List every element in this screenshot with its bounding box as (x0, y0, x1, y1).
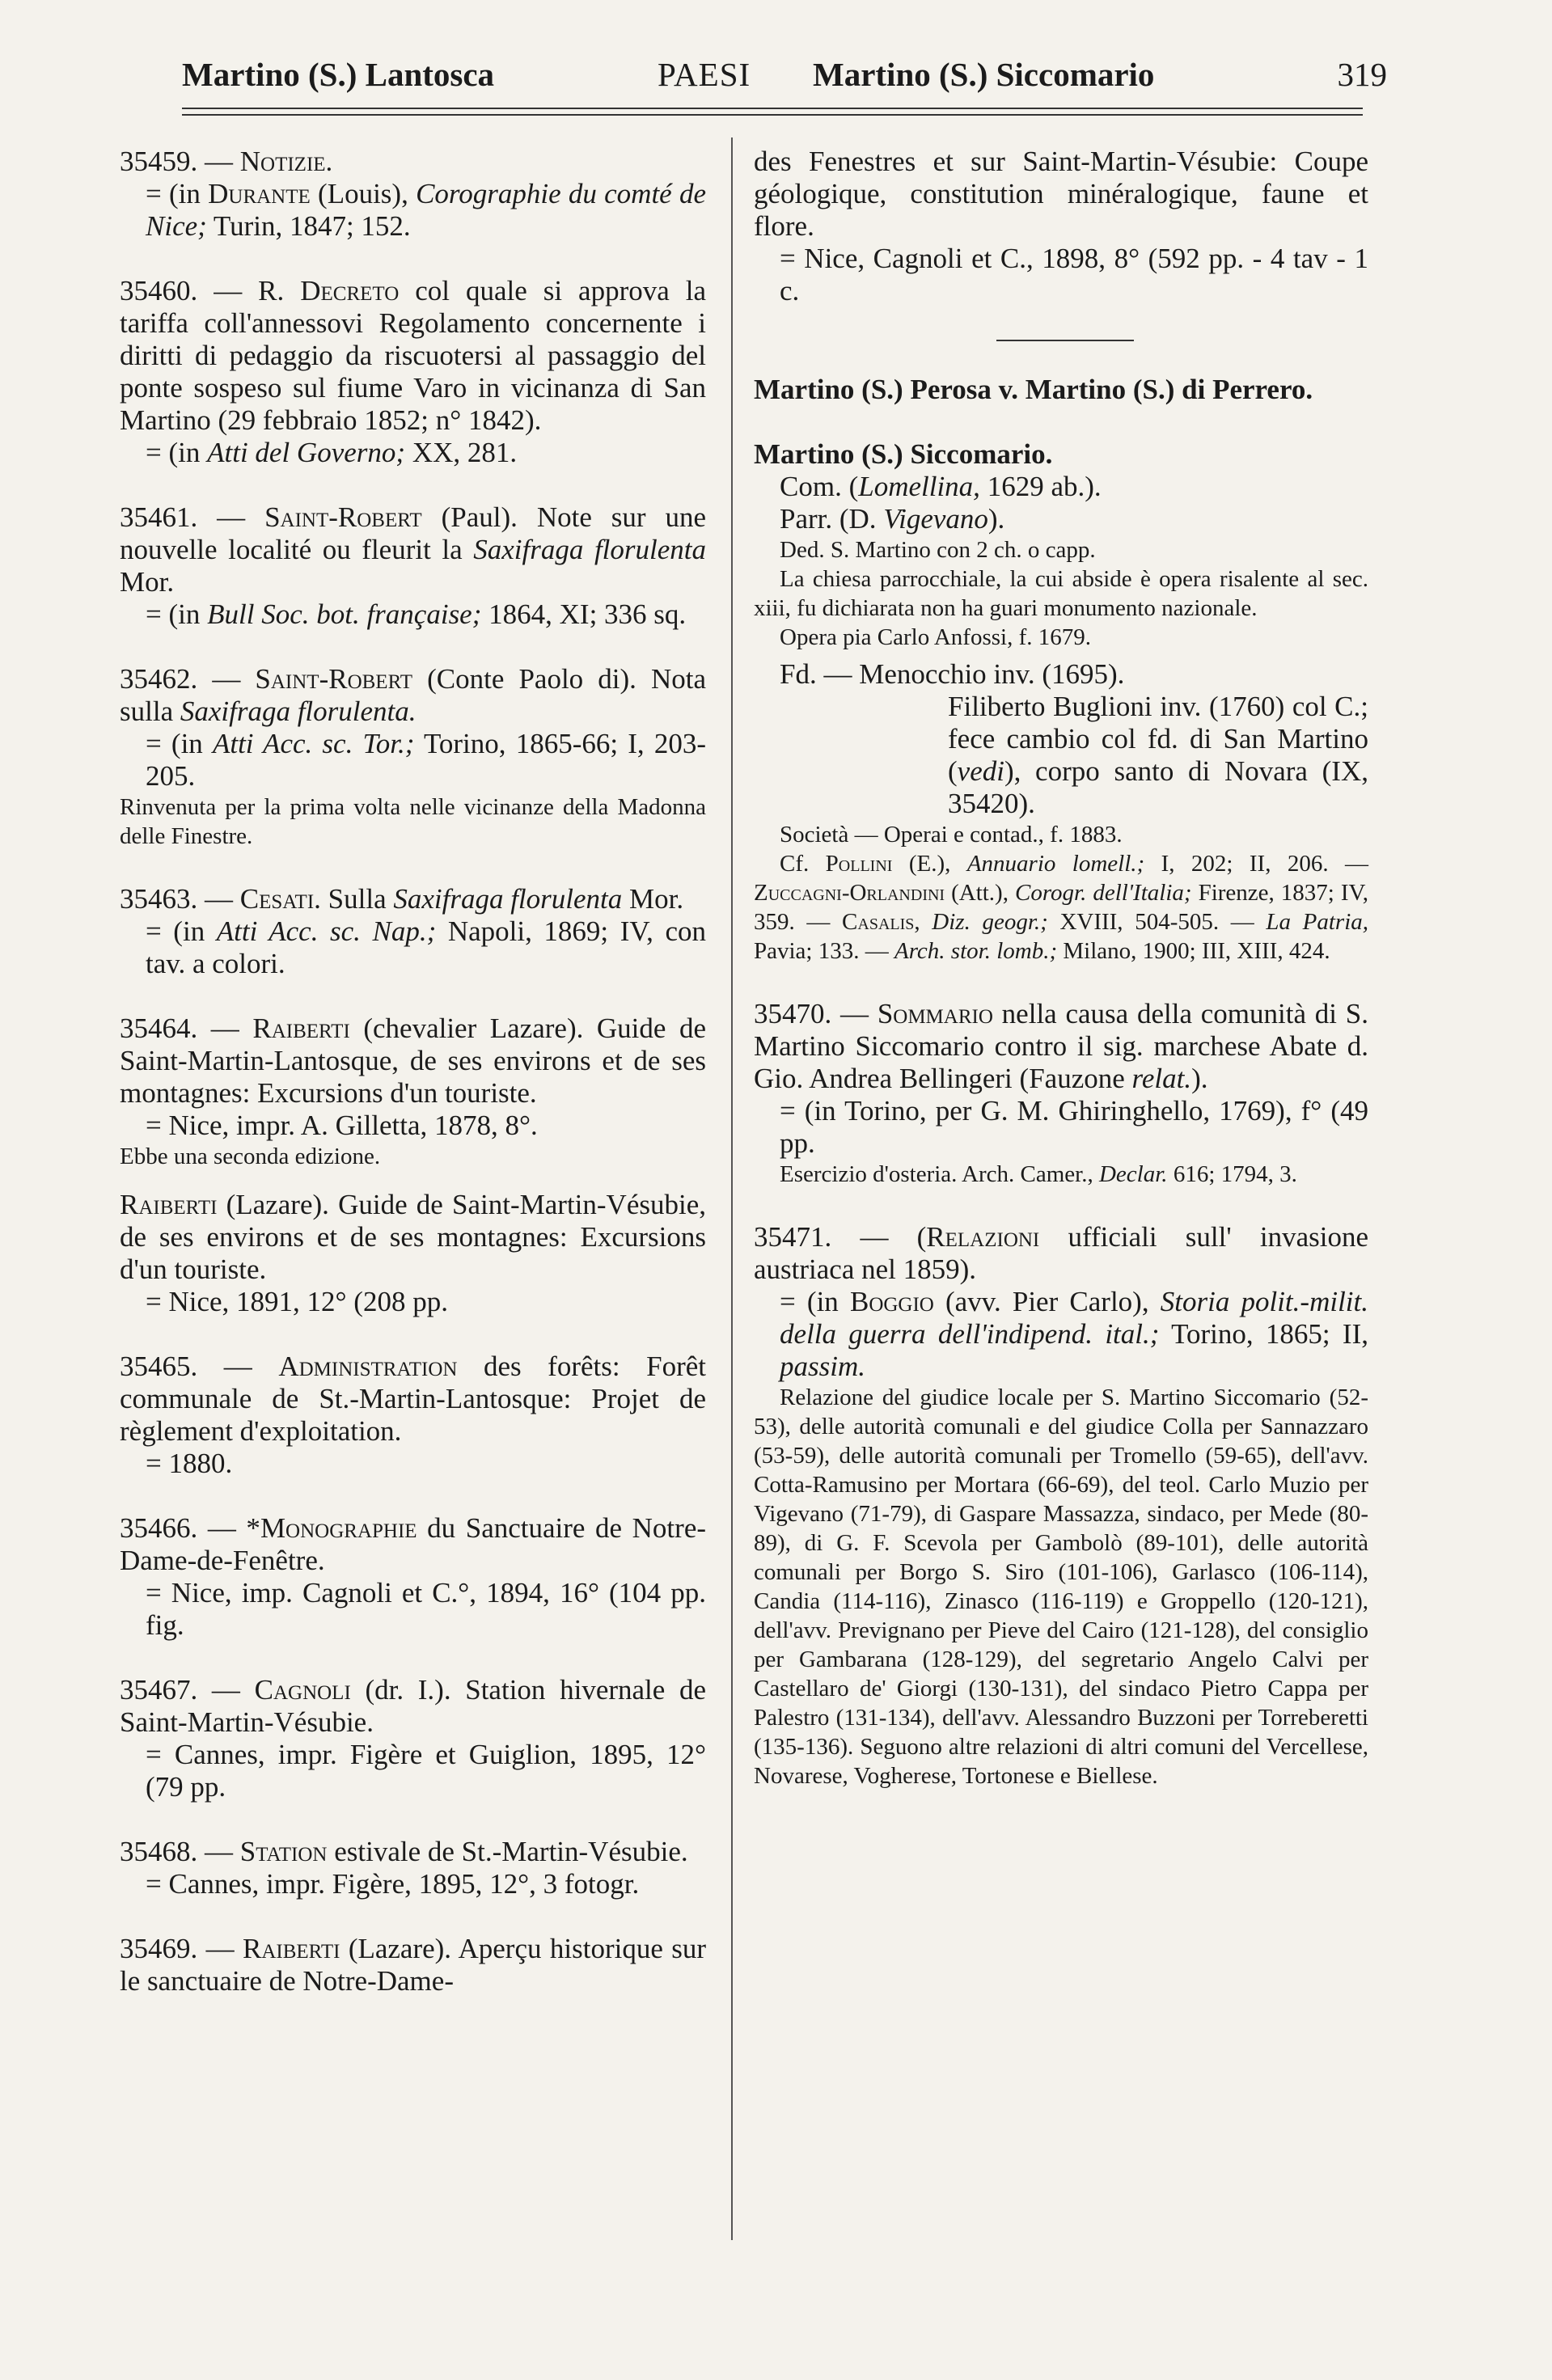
place-heading-siccomario: Martino (S.) Siccomario. Com. (Lomellina, 1629 ab.). Parr. (D. Vigevano). Ded. S. Martino con 2 ch. o capp. La chiesa parrocchiale, la cui abside è opera risalente al sec. xiii, fu dichiarata non ha guari monumento nazionale. Opera pia Carlo Anfossi, f. 1679. Fd. — Menocchio inv. (1695). Filiberto Buglioni inv. (1760) col C.; fece cambio col fd. di San Martino (vedi), corpo santo di Novara (IX, 35420). Società — Operai e contad., f. 1883. Cf. Pollini (E.), Annuario lomell.; I, 202; II, 206. — Zuccagni-Orlandini (Att.), Corogr. dell'Italia; Firenze, 1837; IV, 359. — Casalis, Diz. geogr.; XVIII, 504-505. — La Patria, Pavia; 133. — Arch. stor. lomb.; Milano, 1900; III, XIII, 424. (754, 438, 1369, 964)
column-divider (731, 137, 733, 2240)
entry-35461: 35461. — Saint-Robert (Paul). Note sur une nouvelle localité ou fleurit la Saxifraga florulenta Mor. = (in Bull Soc. bot. française; 1864, XI; 336 sq. (120, 501, 707, 630)
entry-35460: 35460. — R. Decreto col quale si approva la tariffa coll'annessovi Regolamento concernente i diritti di pedaggio da riscuotersi al passaggio del ponte sospeso sul fiume Varo in vicinanza di San Martino (29 febbraio 1852; n° 1842). = (in Atti del Governo; XX, 281. (120, 275, 706, 468)
header-rule (182, 108, 1363, 109)
entry-35468: 35468. — Station estivale de St.-Martin-Vésubie. = Cannes, impr. Figère, 1895, 12°, 3 fotogr. (120, 1836, 688, 1900)
entry-35470: 35470. — Sommario nella causa della comunità di S. Martino Siccomario contro il sig. marchese Abate d. Gio. Andrea Bellingeri (Fauzone relat.). = (in Torino, per G. M. Ghiringhello, 1769), f° (49 pp. Esercizio d'osteria. Arch. Camer., Declar. 616; 1794, 3. (754, 998, 1368, 1187)
header-left: Martino (S.) Lantosca (182, 56, 495, 93)
header-center: PAESI (658, 56, 751, 93)
header-right: Martino (S.) Siccomario (813, 56, 1155, 93)
entry-35467: 35467. — Cagnoli (dr. I.). Station hivernale de Saint-Martin-Vésubie. = Cannes, impr. Figère et Guiglion, 1895, 12° (79 pp. (120, 1674, 707, 1803)
entry-35471: 35471. — (Relazioni ufficiali sull' invasione austriaca nel 1859). = (in Boggio (avv. Pier Carlo), Storia polit.-milit. della guerra dell'indipend. ital.; Torino, 1865; II, passim. Relazione del giudice locale per S. Martino Siccomario (52-53), delle autorità comunali e del giudice Colla per Sannazzaro (53-59), delle autorità comunali per Tromello (59-65), dell'avv. Cotta-Ramusino per Mortara (66-69), del teol. Carlo Muzio per Vigevano (71-79), di Gaspare Massazza, sindaco, per Mede (80-89), di G. F. Scevola per Gambolò (89-101), delle autorità comunali per Borgo S. Siro (101-106), Garlasco (106-114), Candia (114-116), Zinasco (116-119) e Groppello (120-121), dell'avv. Prevignano per Pieve del Cairo (121-128), del consiglio per Gambarana (128-129), del segretario Angelo Calvi per Castellaro de' Giorgi (130-131), del sindaco Pietro Cappa per Palestro (131-134), dell'avv. Alessandro Buzzoni per Torreberetti (135-136). Seguono altre relazioni di altri comuni del Vercellese, Novarese, Vogherese, Tortonese e Biellese. (754, 1221, 1368, 1789)
entry-35462: 35462. — Saint-Robert (Conte Paolo di). Nota sulla Saxifraga florulenta. = (in Atti Acc. sc. Tor.; Torino, 1865-66; I, 203-205. Rinvenuta per la prima volta nelle vicinanze della Madonna delle Finestre. (120, 663, 706, 849)
entry-35469-continued: des Fenestres et sur Saint-Martin-Vésubie: Coupe géologique, constitution minéralogique, faune et flore. = Nice, Cagnoli et C., 1898, 8° (592 pp. - 4 tav - 1 c. (754, 146, 1368, 306)
entry-35465: 35465. — Administration des forêts: Forêt communale de St.-Martin-Lantosque: Projet de règlement d'exploitation. = 1880. (120, 1351, 706, 1479)
header-rule-2 (182, 114, 1363, 116)
running-header (182, 50, 1387, 99)
cross-reference-perosa: Martino (S.) Perosa v. Martino (S.) di Perrero. (754, 374, 1313, 405)
left-column (120, 146, 706, 2030)
entry-35466: 35466. — *Monographie du Sanctuaire de Notre-Dame-de-Fenêtre. = Nice, imp. Cagnoli et C.°, 1894, 16° (104 pp. fig. (120, 1512, 707, 1641)
entry-35463: 35463. — Cesati. Sulla Saxifraga florulenta Mor. = (in Atti Acc. sc. Nap.; Napoli, 1869; IV, con tav. a colori. (120, 883, 706, 979)
entry-35469: 35469. — Raiberti (Lazare). Aperçu historique sur le sanctuaire de Notre-Dame- (120, 1933, 707, 1997)
entry-35464: 35464. — Raiberti (chevalier Lazare). Guide de Saint-Martin-Lantosque, de ses environs et de ses montagnes: Excursions d'un touriste. = Nice, impr. A. Gilletta, 1878, 8°. Ebbe una seconda edizione. Raiberti (Lazare). Guide de Saint-Martin-Vésubie, de ses environs et de ses montagnes: Excursions d'un touriste. = Nice, 1891, 12° (208 pp. (120, 1012, 707, 1317)
section-divider (996, 340, 1134, 341)
page-number: 319 (1337, 56, 1387, 93)
right-column (754, 146, 1368, 1823)
entry-35459: 35459. — Notizie. = (in Durante (Louis), Corographie du comté de Nice; Turin, 1847; 152. (120, 146, 706, 242)
